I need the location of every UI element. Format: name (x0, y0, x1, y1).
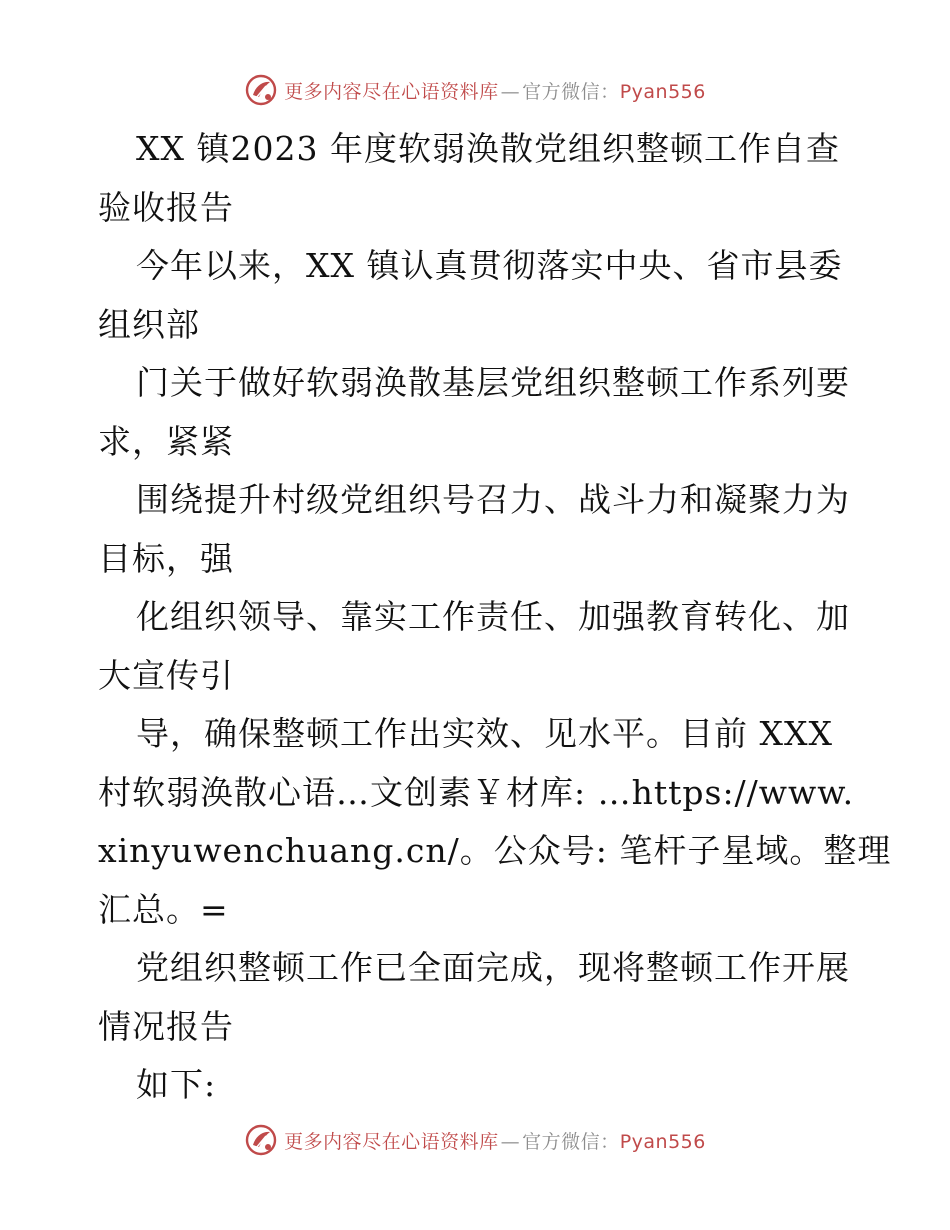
header-brand-text (284, 77, 706, 104)
paragraph-line: 大宣传引 (98, 655, 234, 695)
header-banner (0, 68, 950, 112)
footer-brand: 更多内容尽在心语资料库 (284, 1130, 499, 1153)
brand-logo-icon (244, 1123, 278, 1157)
paragraph-line: 今年以来，XX 镇认真贯彻落实中央、省市县委 (136, 246, 843, 285)
document-body (98, 120, 892, 1115)
paragraph-line: 村软弱涣散心语…文创素￥材库: …https://www. (98, 772, 855, 812)
footer-banner (0, 1118, 950, 1162)
paragraph-line: 汇总。= (98, 889, 229, 929)
header-brand: 更多内容尽在心语资料库 (284, 80, 499, 103)
paragraph-line: 导，确保整顿工作出实效、见水平。目前 XXX (136, 714, 833, 753)
brand-logo-icon (244, 73, 278, 107)
paragraph-line: 情况报告 (98, 1006, 234, 1046)
footer-wechat-label: 官方微信： (522, 1130, 620, 1153)
paragraph-line: 党组织整顿工作已全面完成，现将整顿工作开展 (136, 948, 850, 987)
paragraph-line: 组织部 (98, 304, 200, 344)
header-wechat-id: Pyan556 (619, 80, 706, 103)
footer-dash: — (500, 1130, 521, 1153)
paragraph-line: 门关于做好软弱涣散基层党组织整顿工作系列要 (136, 363, 850, 402)
header-dash: — (500, 80, 521, 103)
paragraph-line: 围绕提升村级党组织号召力、战斗力和凝聚力为 (136, 480, 850, 519)
paragraph-line: 目标，强 (98, 538, 234, 578)
paragraph-line: xinyuwenchuang.cn/。公众号: 笔杆子星域。整理 (98, 831, 892, 870)
paragraph-line: 求，紧紧 (98, 421, 234, 461)
footer-wechat-id: Pyan556 (619, 1130, 706, 1153)
title-line-1: XX 镇2023 年度软弱涣散党组织整顿工作自查 (136, 129, 840, 168)
title-line-2: 验收报告 (98, 187, 234, 227)
paragraph-line: 化组织领导、靠实工作责任、加强教育转化、加 (136, 597, 850, 636)
footer-brand-text (284, 1127, 706, 1154)
paragraph-line: 如下: (136, 1065, 217, 1104)
header-wechat-label: 官方微信： (522, 80, 620, 103)
